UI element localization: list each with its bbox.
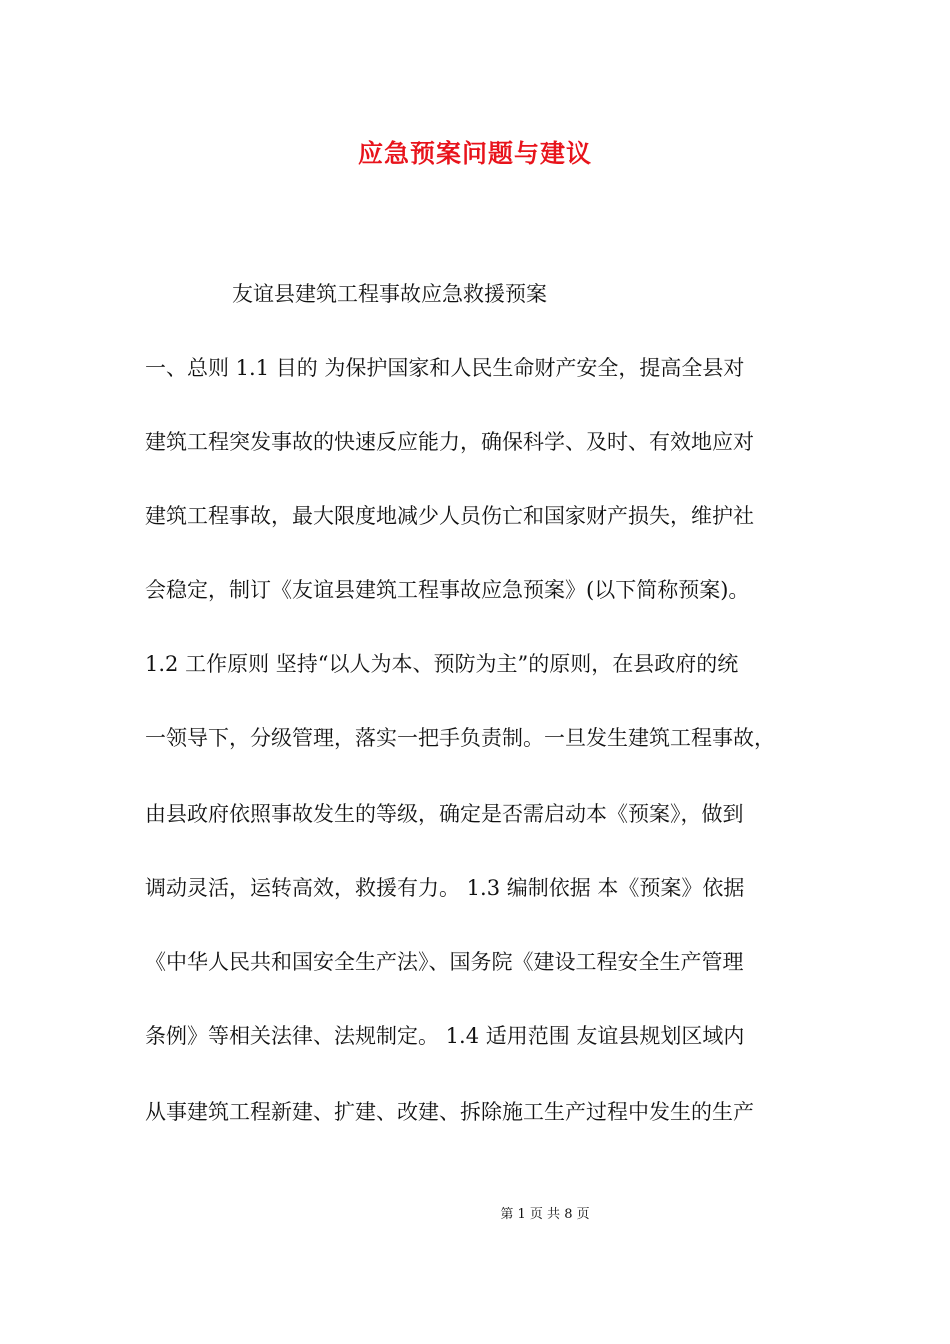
document-subtitle: 友谊县建筑工程事故应急救援预案 [232,282,547,306]
body-line: 由县政府依照事故发生的等级，确定是否需启动本《预案》，做到 [145,802,744,826]
body-line: 一领导下，分级管理，落实一把手负责制。一旦发生建筑工程事故， [145,726,775,750]
body-line: 建筑工程突发事故的快速反应能力，确保科学、及时、有效地应对 [145,430,754,454]
body-line: 建筑工程事故，最大限度地减少人员伤亡和国家财产损失，维护社 [145,504,754,528]
body-line: 《中华人民共和国安全生产法》、国务院《建设工程安全生产管理 [145,950,744,974]
body-line: 一、总则 1.1 目的 为保护国家和人民生命财产安全，提高全县对 [145,356,745,380]
body-line: 1.2 工作原则 坚持“以人为本、预防为主”的原则，在县政府的统 [145,652,739,676]
page-number-footer: 第 1 页 共 8 页 [500,1207,590,1222]
body-line: 从事建筑工程新建、扩建、改建、拆除施工生产过程中发生的生产 [145,1100,754,1124]
body-line: 调动灵活，运转高效，救援有力。 1.3 编制依据 本《预案》依据 [145,876,745,900]
body-line: 会稳定，制订《友谊县建筑工程事故应急预案》(以下简称预案)。 [145,578,750,602]
body-line: 条例》等相关法律、法规制定。 1.4 适用范围 友谊县规划区域内 [145,1024,745,1048]
document-title: 应急预案问题与建议 [357,139,592,168]
